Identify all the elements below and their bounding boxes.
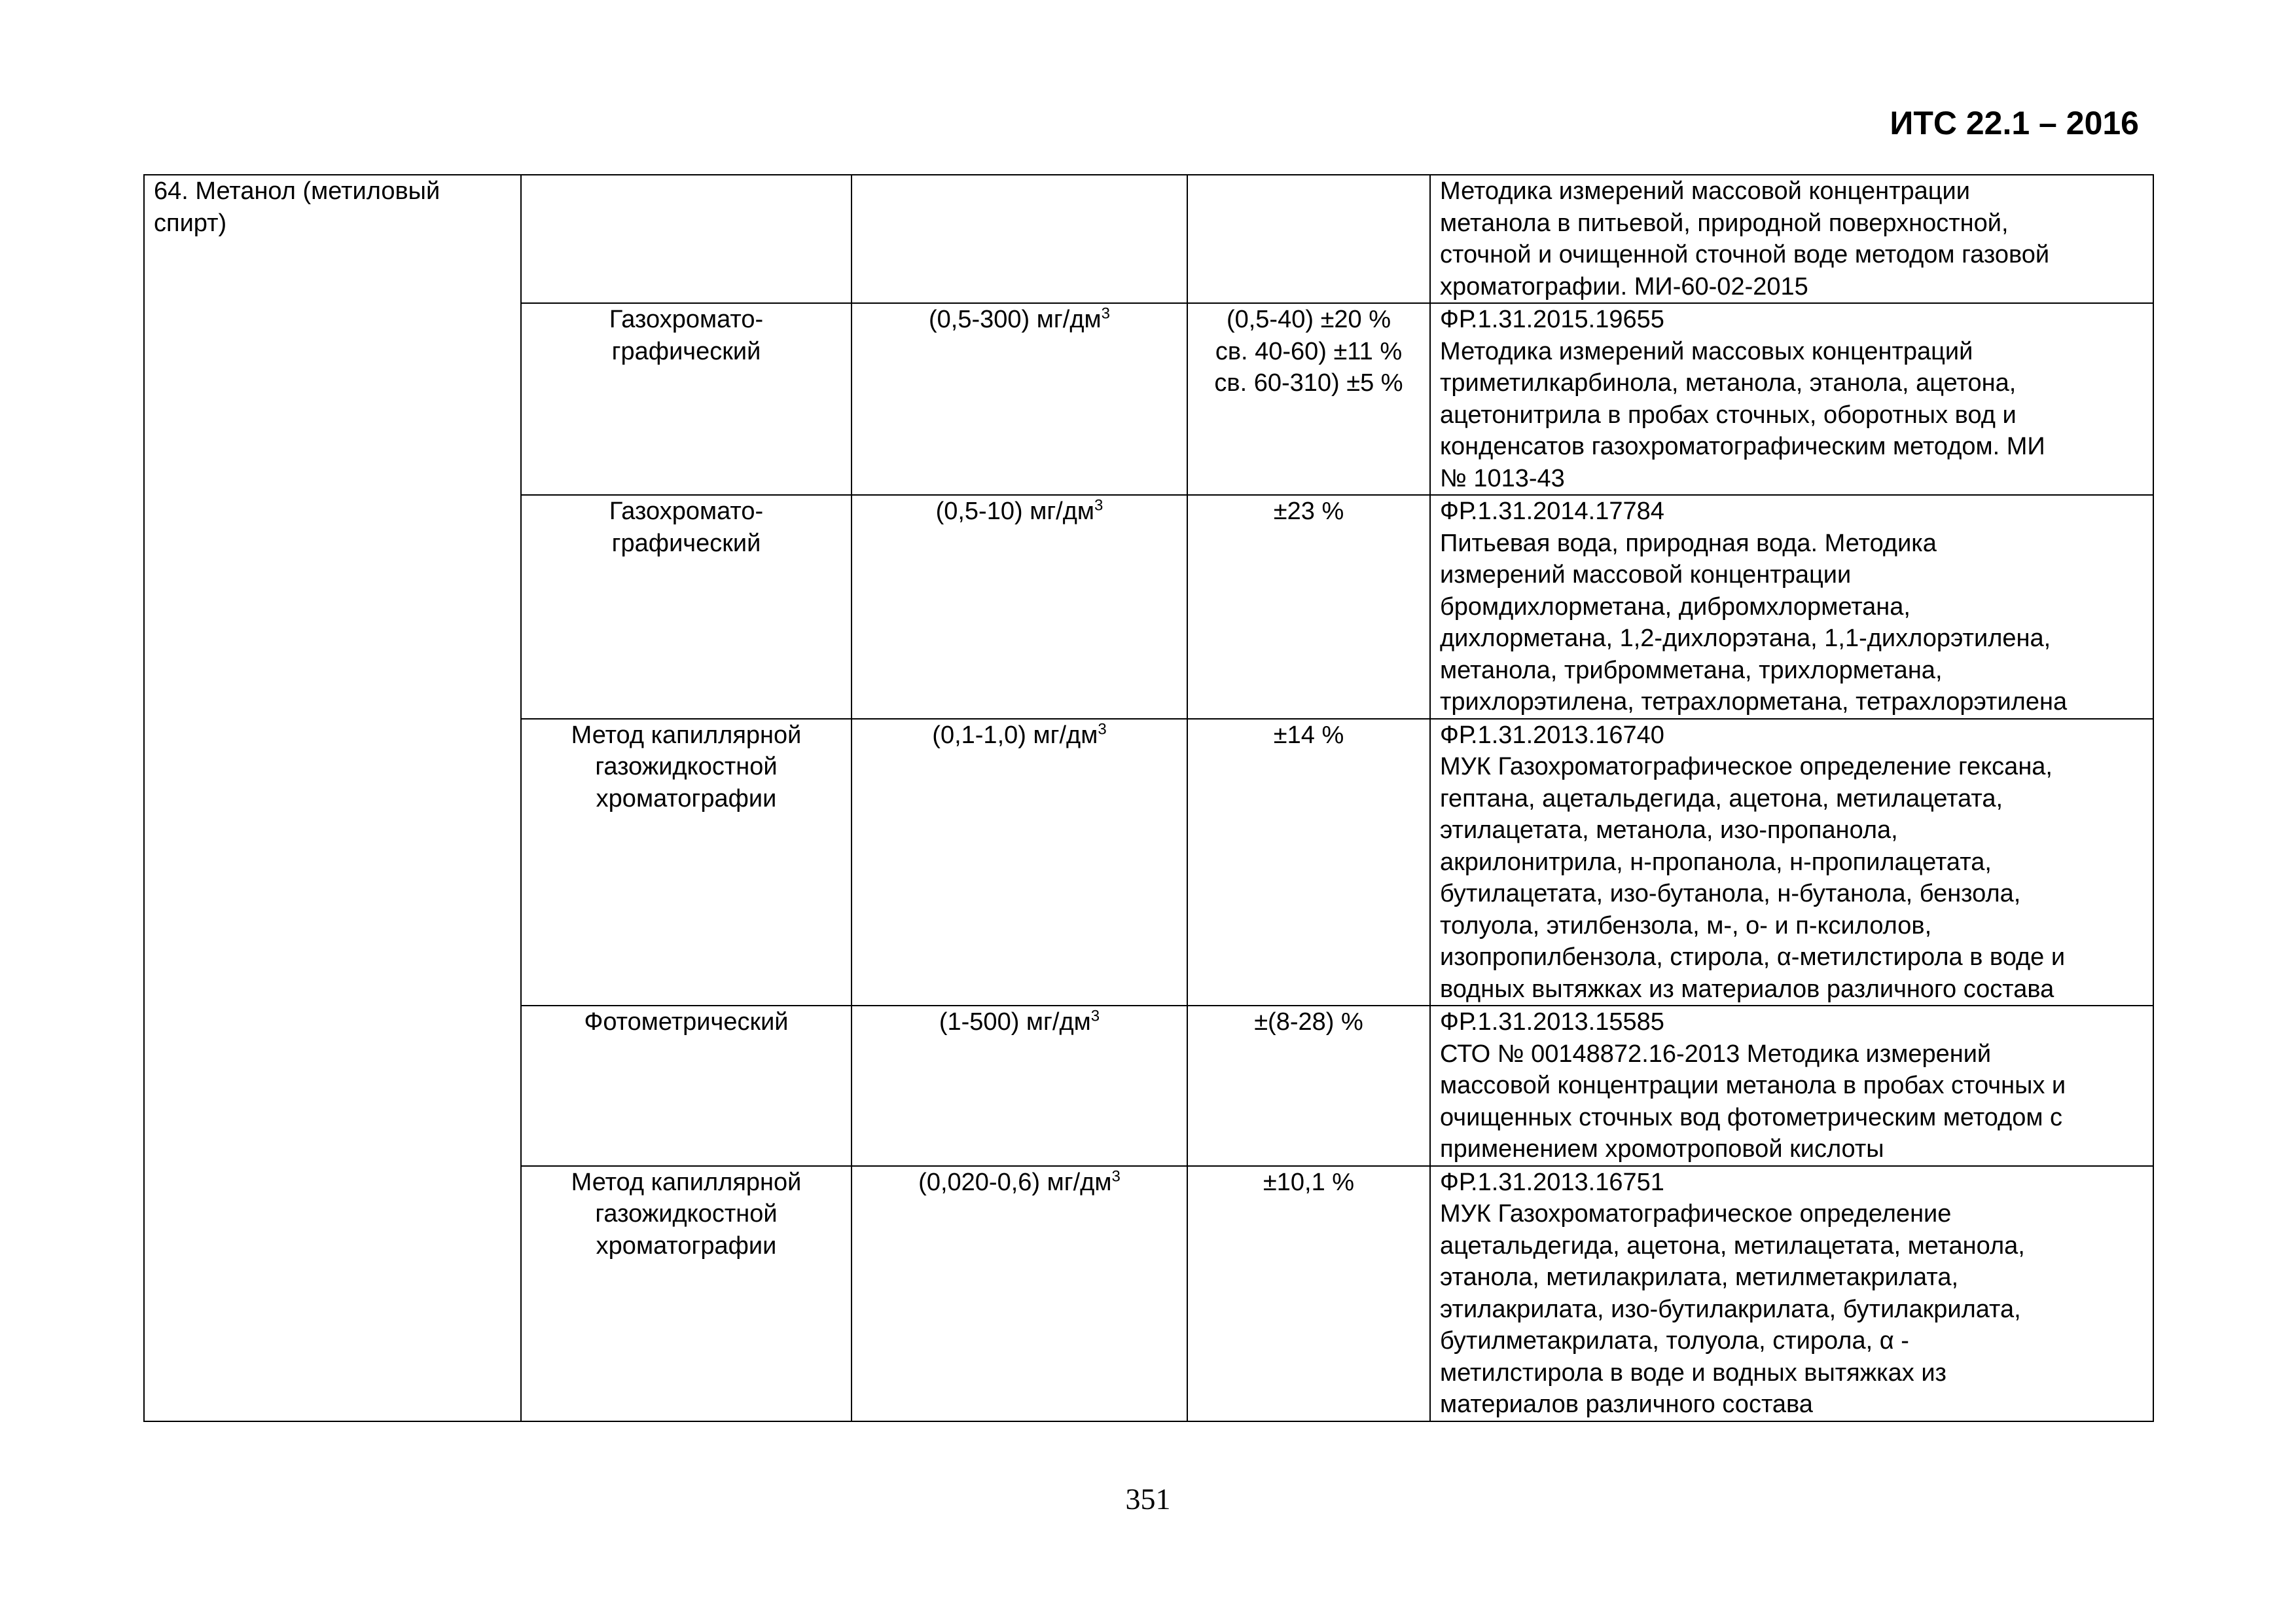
document-line: ФР.1.31.2013.16740 <box>1440 721 1664 749</box>
range-unit-power: 3 <box>1111 1167 1121 1185</box>
document-line: применением хромотроповой кислоты <box>1440 1135 1884 1163</box>
method-line: хроматографии <box>596 784 777 812</box>
document-line: метилстирола в воде и водных вытяжках из <box>1440 1359 1946 1387</box>
document-line: ФР.1.31.2013.16751 <box>1440 1168 1664 1196</box>
document-line: дихлорметана, 1,2-дихлорэтана, 1,1-дихлорэтилена, <box>1440 625 2051 652</box>
document-line: Питьевая вода, природная вода. Методика <box>1440 529 1937 557</box>
document-cell <box>1430 1166 2153 1421</box>
method-line: Метод капиллярной <box>571 721 802 749</box>
document-line: материалов различного состава <box>1440 1391 1813 1418</box>
range-value: (0,020-0,6) <box>918 1168 1041 1196</box>
error-cell <box>1187 1166 1430 1421</box>
method-line: Газохромато- <box>609 306 764 333</box>
method-cell <box>521 495 852 719</box>
method-cell <box>521 719 852 1006</box>
document-line: ФР.1.31.2013.15585 <box>1440 1008 1664 1036</box>
document-line: бутилметакрилата, толуола, стирола, α - <box>1440 1327 1909 1355</box>
document-line: № 1013-43 <box>1440 464 1565 492</box>
document-line: метанола, трибромметана, трихлорметана, <box>1440 656 1943 684</box>
substance-line: 64. Метанол (метиловый <box>154 177 440 205</box>
document-line: гептана, ацетальдегида, ацетона, метилацетата, <box>1440 784 2003 812</box>
document-line: трихлорэтилена, тетрахлорметана, тетрахлорэтилена <box>1440 688 2068 716</box>
document-line: хроматографии. МИ-60-02-2015 <box>1440 272 1808 301</box>
document-line: акрилонитрила, н-пропанола, н-пропилацетата, <box>1440 848 1992 876</box>
error-cell <box>1187 719 1430 1006</box>
document-line: триметилкарбинола, метанола, этанола, ацетона, <box>1440 369 2017 397</box>
method-cell <box>521 303 852 495</box>
range-unit: мг/дм <box>1040 1168 1112 1196</box>
range-unit: мг/дм <box>1026 721 1098 749</box>
method-line: газожидкостной <box>595 1200 778 1228</box>
error-line: ±14 % <box>1273 721 1344 749</box>
substance-line: спирт) <box>154 209 227 237</box>
error-line: св. 60-310) ±5 % <box>1214 369 1403 397</box>
document-line: ФР.1.31.2015.19655 <box>1440 306 1664 333</box>
error-line: (0,5-40) ±20 % <box>1226 306 1391 333</box>
document-line: этанола, метилакрилата, метилметакрилата, <box>1440 1264 1959 1291</box>
method-line: Метод капиллярной <box>571 1168 802 1196</box>
range-unit: мг/дм <box>1019 1008 1091 1036</box>
table-row <box>144 175 2153 303</box>
document-line: этилакрилата, изо-бутилакрилата, бутилакрилата, <box>1440 1295 2021 1323</box>
error-cell <box>1187 175 1430 303</box>
error-line: ±(8-28) % <box>1254 1008 1363 1036</box>
document-cell <box>1430 495 2153 719</box>
range-value: (0,1-1,0) <box>932 721 1026 749</box>
methods-table <box>143 174 2154 1422</box>
document-line: ацетальдегида, ацетона, метилацетата, метанола, <box>1440 1231 2025 1260</box>
document-line: МУК Газохроматографическое определение <box>1440 1200 1952 1228</box>
document-line: водных вытяжках из материалов различного состава <box>1440 975 2054 1003</box>
range-cell <box>852 303 1187 495</box>
error-line: св. 40-60) ±11 % <box>1215 337 1403 365</box>
document-cell <box>1430 303 2153 495</box>
range-value: (0,5-10) <box>935 498 1023 525</box>
document-code: ИТС 22.1 – 2016 <box>1890 105 2139 141</box>
error-cell <box>1187 495 1430 719</box>
range-value: (1-500) <box>939 1008 1020 1036</box>
range-unit-power: 3 <box>1094 496 1103 515</box>
document-cell <box>1430 719 2153 1006</box>
range-cell <box>852 719 1187 1006</box>
document-line: СТО № 00148872.16-2013 Методика измерений <box>1440 1040 1992 1068</box>
document-cell <box>1430 1006 2153 1166</box>
range-unit-power: 3 <box>1090 1007 1100 1025</box>
document-line: этилацетата, метанола, изо-пропанола, <box>1440 816 1898 844</box>
document-line: массовой концентрации метанола в пробах сточных и <box>1440 1072 2066 1099</box>
document-cell <box>1430 175 2153 303</box>
document-line: изопропилбензола, стирола, α-метилстирола в воде и <box>1440 943 2066 971</box>
method-line: газожидкостной <box>595 753 778 780</box>
document-line: ФР.1.31.2014.17784 <box>1440 498 1664 525</box>
method-cell <box>521 1166 852 1421</box>
range-unit: мг/дм <box>1030 306 1102 333</box>
range-value: (0,5-300) <box>929 306 1030 333</box>
table-body <box>144 175 2153 1421</box>
document-line: очищенных сточных вод фотометрическим методом с <box>1440 1103 2063 1131</box>
method-line: графический <box>611 337 761 365</box>
range-unit-power: 3 <box>1098 720 1107 738</box>
method-line: графический <box>611 529 761 557</box>
range-cell <box>852 1006 1187 1166</box>
document-line: бутилацетата, изо-бутанола, н-бутанола, бензола, <box>1440 880 2021 907</box>
method-line: Фотометрический <box>584 1008 789 1036</box>
document-line: сточной и очищенной сточной воде методом газовой <box>1440 241 2050 268</box>
range-cell <box>852 495 1187 719</box>
range-cell <box>852 175 1187 303</box>
document-line: Методика измерений массовой концентрации <box>1440 177 1970 205</box>
method-line: хроматографии <box>596 1231 777 1260</box>
method-line: Газохромато- <box>609 498 764 525</box>
document-line: бромдихлорметана, дибромхлорметана, <box>1440 593 1910 621</box>
document-line: ацетонитрила в пробах сточных, оборотных вод и <box>1440 401 2017 429</box>
document-line: измерений массовой концентрации <box>1440 561 1852 589</box>
document-line: метанола в питьевой, природной поверхностной, <box>1440 209 2009 237</box>
error-cell <box>1187 303 1430 495</box>
range-cell <box>852 1166 1187 1421</box>
error-cell <box>1187 1006 1430 1166</box>
document-line: МУК Газохроматографическое определение гексана, <box>1440 753 2053 780</box>
error-line: ±10,1 % <box>1263 1168 1355 1196</box>
method-cell <box>521 1006 852 1166</box>
document-line: толуола, этилбензола, м-, о- и п-ксилолов, <box>1440 911 1932 939</box>
document-line: Методика измерений массовых концентраций <box>1440 337 1973 365</box>
range-unit-power: 3 <box>1101 304 1110 323</box>
method-cell <box>521 175 852 303</box>
range-unit: мг/дм <box>1022 498 1095 525</box>
page-number: 351 <box>1125 1482 1171 1516</box>
document-line: конденсатов газохроматографическим методом. МИ <box>1440 433 2045 460</box>
substance-cell <box>144 175 521 1421</box>
error-line: ±23 % <box>1273 498 1344 525</box>
